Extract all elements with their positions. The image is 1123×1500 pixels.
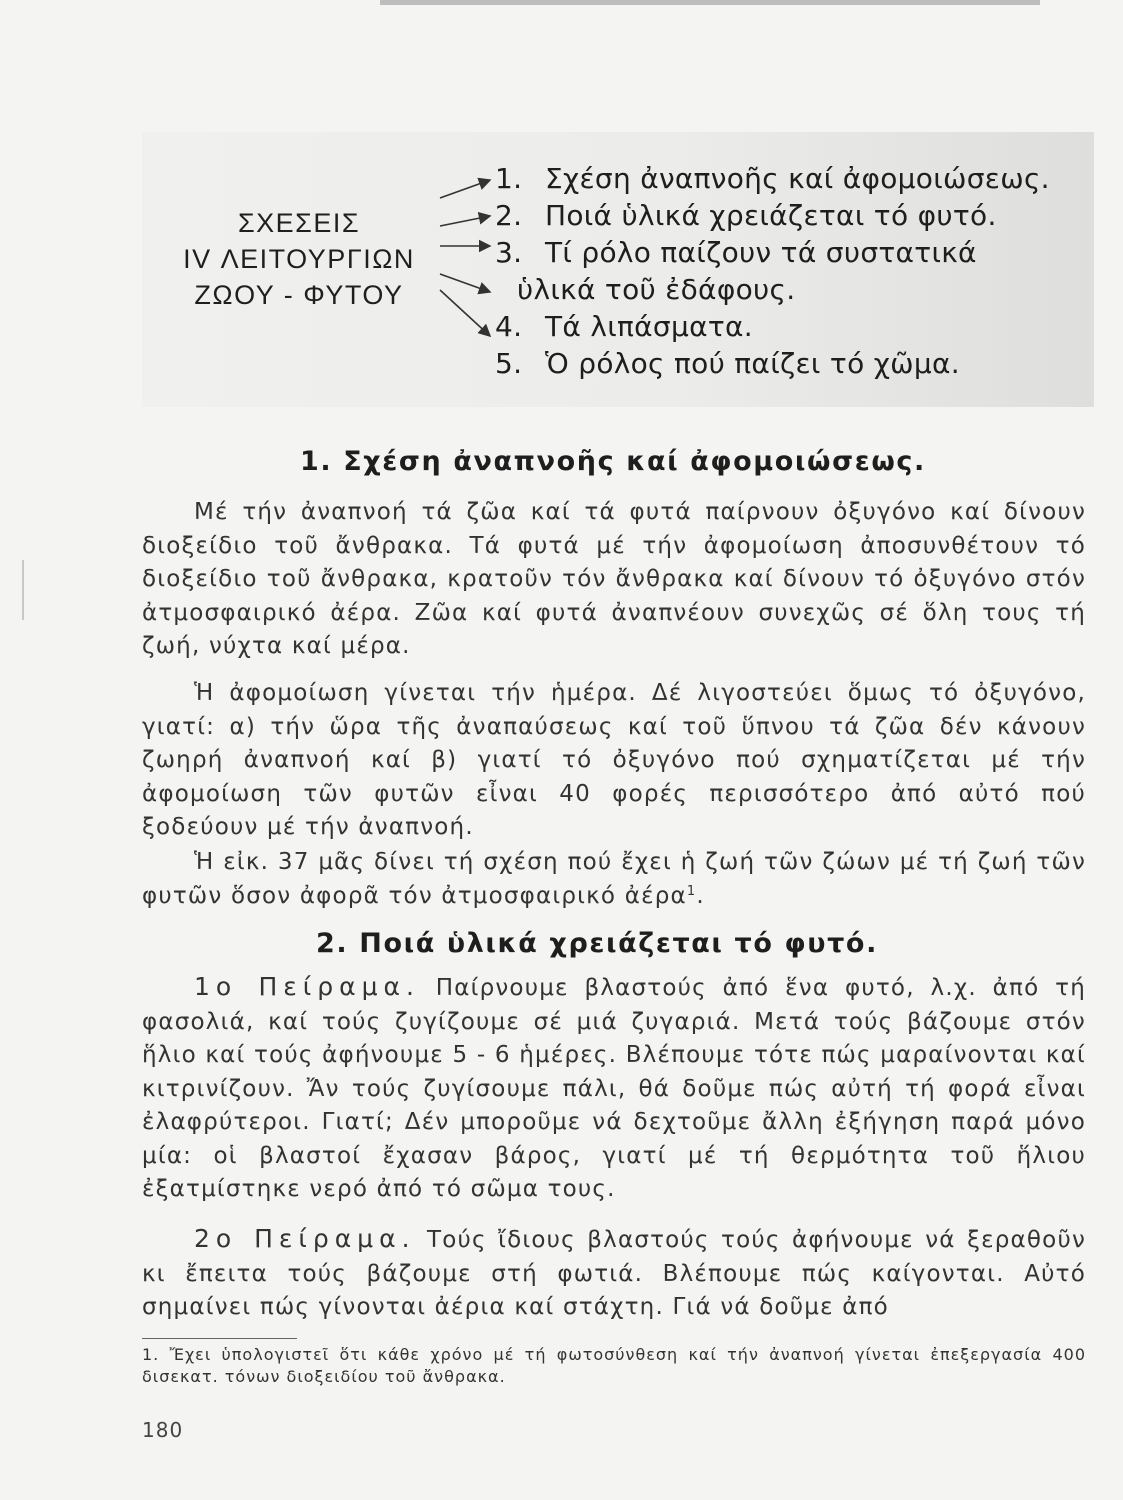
margin-mark bbox=[22, 560, 24, 620]
topic-title-line: ΣΧΕΣΕΙΣ bbox=[237, 208, 361, 238]
section-1-heading: 1. Σχέση ἀναπνοῆς καί ἀφομοιώσεως. bbox=[300, 446, 926, 477]
toc-item bbox=[495, 160, 1075, 197]
section-1-paragraph: Ἡ ἀφομοίωση γίνεται τήν ἡμέρα. Δέ λιγοστεύει ὅμως τό ὀξυγόνο, γιατί: α) τήν ὥρα τῆς ἀναπαύσεως καί τοῦ ὕπνου τά ζῶα δέν κάνουν ζωηρή ἀναπνοή καί β) γιατί τό ὀξυγόνο πού σχηματίζεται μέ τήν ἀφομοίωση τῶν φυτῶν εἶναι 40 φορές περισσότερο ἀπό αὐτό πού ξοδεύουν μέ τήν ἀναπνοή. bbox=[142, 680, 1086, 840]
toc-number: 3. bbox=[495, 236, 523, 269]
toc-number: 2. bbox=[495, 199, 523, 232]
toc-text: Ποιά ὑλικά χρειάζεται τό φυτό. bbox=[545, 199, 997, 232]
section-1-paragraph: Ἡ εἰκ. 37 μᾶς δίνει τή σχέση πού ἔχει ἡ ζωή τῶν ζώων μέ τή ζωή τῶν φυτῶν ὅσον ἀφορᾶ τόν ἀτμοσφαιρικό ἀέρα$^1$. bbox=[142, 849, 1086, 909]
topic-title-line: ΖΩΟΥ - ΦΥΤΟΥ bbox=[194, 280, 404, 310]
arrow-icon bbox=[440, 290, 490, 336]
page-number: 180 bbox=[142, 1418, 184, 1442]
toc-text: Σχέση ἀναπνοῆς καί ἀφομοιώσεως. bbox=[545, 162, 1050, 195]
arrow-icon bbox=[440, 180, 490, 198]
experiment-1-label: 1ο Πείραμα. bbox=[194, 972, 420, 1001]
toc-text: Ὁ ρόλος πού παίζει τό χῶμα. bbox=[545, 347, 960, 380]
section-2-heading: 2. Ποιά ὑλικά χρειάζεται τό φυτό. bbox=[316, 928, 878, 959]
toc-number: 4. bbox=[495, 310, 523, 343]
table-of-contents bbox=[495, 160, 1075, 382]
toc-item bbox=[495, 308, 1075, 345]
toc-text: Τά λιπάσματα. bbox=[545, 310, 753, 343]
experiment-2-paragraph: 2ο Πείραμα. Τούς ἴδιους βλαστούς τούς ἀφήνουμε νά ξεραθοῦν κι ἔπειτα τούς βάζουμε στή φωτιά. Βλέπουμε πώς καίγονται. Αὐτό σημαίνει πώς γίνονται ἀέρια καί στάχτη. Γιά νά δοῦμε ἀπό bbox=[142, 1224, 1086, 1320]
footnote: 1. Ἔχει ὑπολογιστεῖ ὅτι κάθε χρόνο μέ τή φωτοσύνθεση καί τήν ἀναπνοή γίνεται ἐπεξεργασία 400 δισεκατ. τόνων διοξειδίου τοῦ ἄνθρακα. bbox=[142, 1345, 1086, 1386]
toc-item bbox=[495, 197, 1075, 234]
arrow-icon bbox=[440, 274, 490, 292]
toc-number: 5. bbox=[495, 347, 523, 380]
toc-item bbox=[495, 234, 1075, 271]
toc-number: 1. bbox=[495, 162, 523, 195]
topic-title bbox=[166, 205, 432, 313]
topic-title-line: ΙV ΛΕΙΤΟΥΡΓΙΩΝ bbox=[183, 244, 415, 274]
toc-text: Τί ρόλο παίζουν τά συστατικά bbox=[545, 236, 977, 269]
experiment-1-paragraph: 1ο Πείραμα. Παίρνουμε βλαστούς ἀπό ἕνα φυτό, λ.χ. ἀπό τή φασολιά, καί τούς ζυγίζουμε σέ μιά ζυγαριά. Μετά τούς βάζουμε στόν ἥλιο καί τούς ἀφήνουμε 5 - 6 ἡμέρες. Βλέπουμε τότε πώς μαραίνονται καί κιτρινίζουν. Ἄν τούς ζυγίσουμε πάλι, θά δοῦμε πώς αὐτή τή φορά εἶναι ἐλαφρύτεροι. Γιατί; Δέν μποροῦμε νά δεχτοῦμε ἄλλη ἐξήγηση παρά μόνο μία: οἱ βλαστοί ἔχασαν βάρος, γιατί μέ τή θερμότητα τοῦ ἥλιου ἐξατμίστηκε νερό ἀπό τό σῶμα τους. bbox=[142, 972, 1086, 1202]
experiment-2-label: 2ο Πείραμα. bbox=[194, 1224, 416, 1253]
toc-text: ὑλικά τοῦ ἐδάφους. bbox=[517, 273, 796, 306]
footnote-ref: 1 bbox=[686, 883, 697, 899]
toc-item-continuation bbox=[495, 271, 1075, 308]
section-1-paragraph: Μέ τήν ἀναπνοή τά ζῶα καί τά φυτά παίρνουν ὀξυγόνο καί δίνουν διοξείδιο τοῦ ἄνθρακα. Τά φυτά μέ τήν ἀφομοίωση ἀποσυνθέτουν τό διοξείδιο τοῦ ἄνθρακα, κρατοῦν τόν ἄνθρακα καί δίνουν τό ὀξυγόνο στόν ἀτμοσφαιρικό ἀέρα. Ζῶα καί φυτά ἀναπνέουν συνεχῶς σέ ὅλη τους τή ζωή, νύχτα καί μέρα. bbox=[142, 499, 1086, 659]
toc-item bbox=[495, 345, 1075, 382]
footnote-rule bbox=[142, 1338, 297, 1339]
top-rule bbox=[380, 0, 1040, 5]
arrow-icon bbox=[440, 216, 490, 226]
